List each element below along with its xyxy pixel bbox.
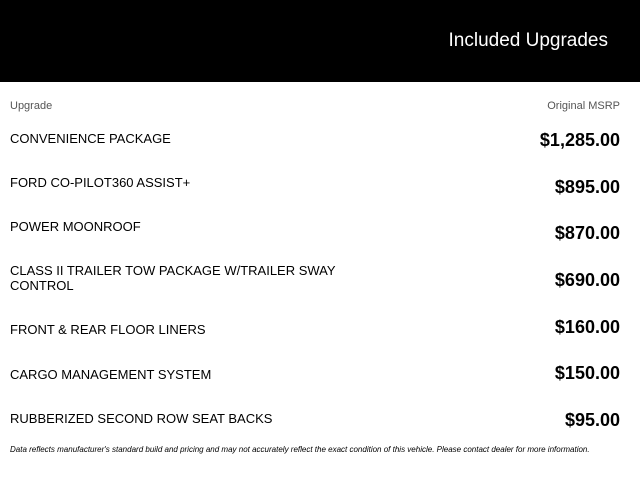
upgrade-price: $95.00 — [564, 410, 620, 430]
upgrade-name: CARGO MANAGEMENT SYSTEM — [10, 367, 212, 382]
upgrade-price: $1,285.00 — [539, 130, 620, 150]
disclaimer-text: Data reflects manufacturer's standard build and pricing and may not accurately reflect the exact condition of this vehicle. Please contact dealer for more information. — [10, 445, 590, 454]
upgrade-price: $150.00 — [554, 363, 620, 383]
upgrade-price: $690.00 — [554, 270, 620, 290]
upgrade-name: FORD CO-PILOT360 ASSIST+ — [10, 175, 191, 190]
upgrade-name: CLASS II TRAILER TOW PACKAGE W/TRAILER SWAY CONTROL — [10, 263, 336, 293]
upgrade-price: $870.00 — [554, 223, 620, 243]
upgrade-price: $160.00 — [554, 317, 620, 337]
upgrade-price: $895.00 — [554, 177, 620, 197]
upgrade-name: FRONT & REAR FLOOR LINERS — [10, 322, 206, 337]
upgrade-name: RUBBERIZED SECOND ROW SEAT BACKS — [10, 411, 273, 426]
column-header-upgrade: Upgrade — [10, 100, 53, 112]
page-title: Included Upgrades — [448, 30, 608, 51]
header-bar — [0, 0, 640, 82]
column-header-original-msrp: Original MSRP — [547, 100, 620, 112]
upgrade-name: CONVENIENCE PACKAGE — [10, 131, 171, 146]
upgrade-name: POWER MOONROOF — [10, 219, 141, 234]
